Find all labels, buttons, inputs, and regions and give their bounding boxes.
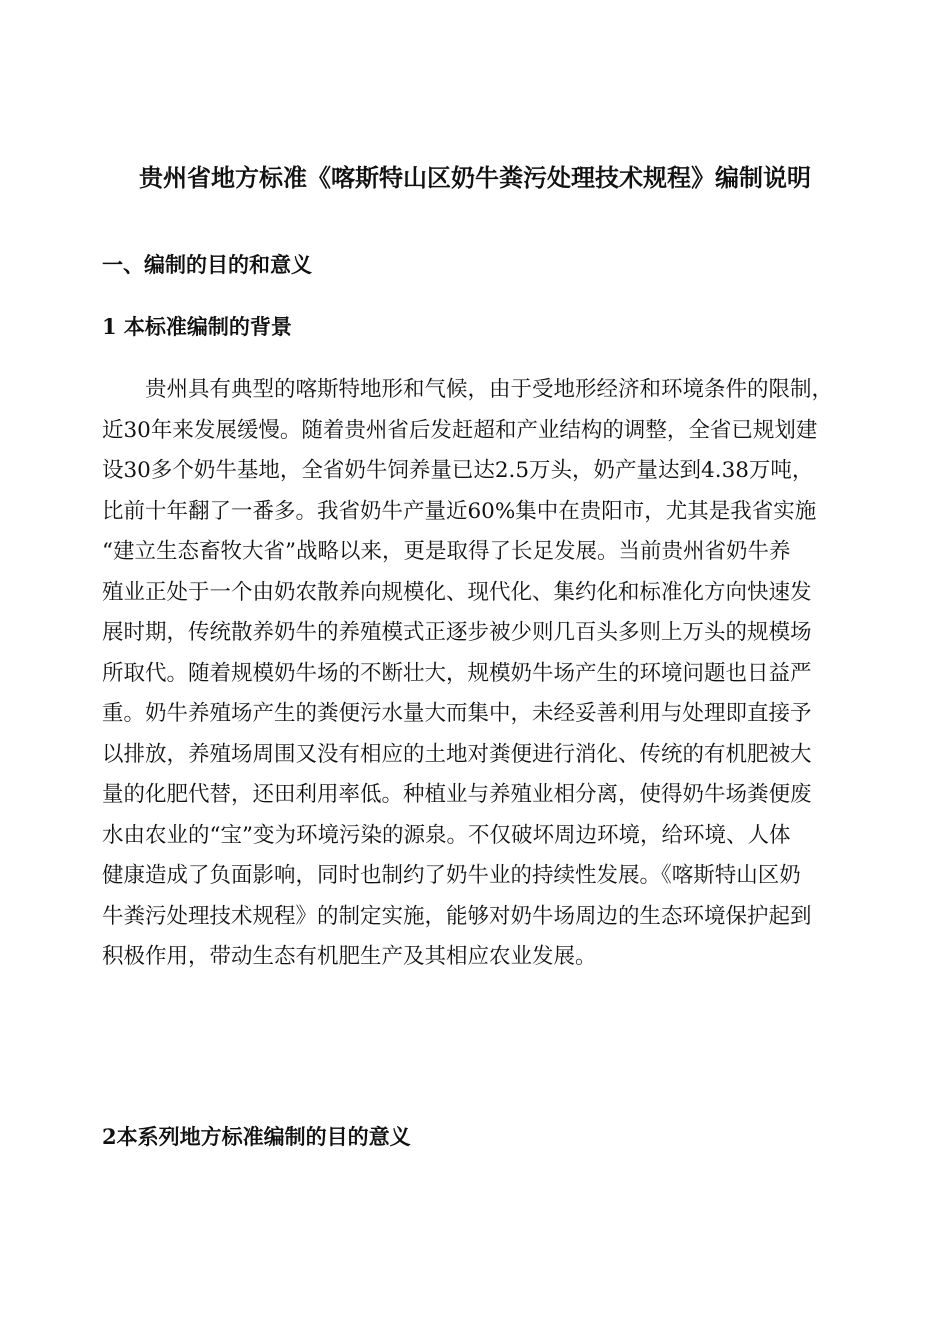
paragraph-line: 健康造成了负面影响，同时也制约了奶牛业的持续性发展。《喀斯特山区奶 [102, 863, 801, 888]
section-heading-purpose: 一、编制的目的和意义 [102, 252, 312, 277]
paragraph-line: 量的化肥代替，还田利用率低。种植业与养殖业相分离，使得奶牛场粪便废 [102, 782, 812, 807]
paragraph-line: “建立生态畜牧大省”战略以来，更是取得了长足发展。当前贵州省奶牛养 [102, 539, 791, 564]
background-paragraph [102, 370, 862, 978]
paragraph-line: 以排放，养殖场周围又没有相应的土地对粪便进行消化、传统的有机肥被大 [102, 741, 812, 767]
paragraph-line: 设30多个奶牛基地，全省奶牛饲养量已达2.5万头，奶产量达到4.38万吨， [102, 458, 814, 483]
paragraph-line: 积极作用，带动生态有机肥生产及其相应农业发展。 [102, 944, 597, 969]
subsection-heading-purpose: 2本系列地方标准编制的目的意义 [102, 1124, 411, 1149]
subsection-heading-background: 1 本标准编制的背景 [102, 314, 292, 339]
paragraph-line: 殖业正处于一个由奶农散养向规模化、现代化、集约化和标准化方向快速发 [102, 579, 812, 605]
paragraph-line: 贵州具有典型的喀斯特地形和气候，由于受地形经济和环境条件的限制， [145, 377, 834, 402]
paragraph-line: 重。奶牛养殖场产生的粪便污水量大而集中，未经妥善利用与处理即直接予 [102, 701, 812, 726]
paragraph-line: 水由农业的“宝”变为环境污染的源泉。不仅破坏周边环境，给环境、人体 [102, 822, 791, 848]
paragraph-line: 比前十年翻了一番多。我省奶牛产量近60%集中在贵阳市，尤其是我省实施 [102, 498, 817, 524]
paragraph-line: 所取代。随着规模奶牛场的不断壮大，规模奶牛场产生的环境问题也日益严 [102, 660, 812, 686]
paragraph-line: 近30年来发展缓慢。随着贵州省后发赶超和产业结构的调整，全省已规划建 [102, 417, 818, 443]
paragraph-line: 展时期，传统散养奶牛的养殖模式正逐步被少则几百头多则上万头的规模场 [102, 620, 812, 645]
document-title: 贵州省地方标准《喀斯特山区奶牛粪污处理技术规程》编制说明 [139, 163, 811, 192]
paragraph-line: 牛粪污处理技术规程》的制定实施，能够对奶牛场周边的生态环境保护起到 [102, 903, 812, 929]
